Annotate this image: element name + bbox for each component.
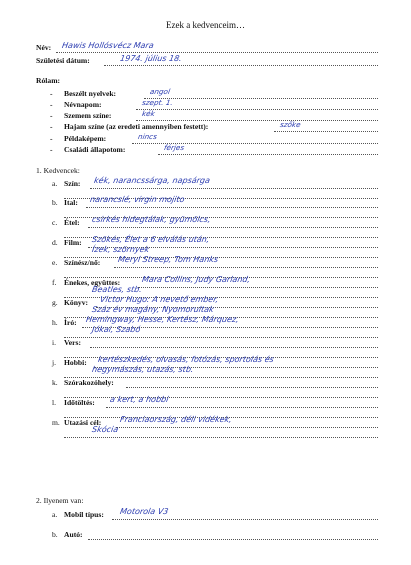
kedvenc-line [86,206,378,208]
rolam-bullet: - [50,89,53,98]
kedvenc-label: Író: [64,318,77,327]
kedvenc-line [106,406,378,408]
kedvenc-line [114,266,378,268]
kedvenc-letter: h. [52,318,58,327]
kedvenc-line-2 [64,336,378,338]
kedvenc-letter: m. [52,418,60,427]
rolam-label: Példaképem: [64,134,107,143]
kedvenc-letter: j. [52,358,57,367]
rolam-label: Beszélt nyelvek: [64,89,117,98]
kedvenc-label: Énekes, együttes: [64,278,121,287]
name-value: Hawis Hollósvécz Mara [61,41,155,50]
kedvenc-value-2: hegymászás, utazás, stb. [91,365,195,374]
ilyenem-value: Motorola V3 [119,507,170,516]
kedvenc-letter: g. [52,298,58,307]
kedvenc-letter: e. [52,258,58,267]
kedvenc-value: kék, narancssárga, napsárga [93,176,211,185]
kedvenc-value: Hemingway, Hesse, Kertész, Márquez, [85,315,240,324]
kedvenc-value-2: Ízek, szörnyek [91,245,150,254]
kedvenc-label: Utazási cél: [64,418,102,427]
kedvenc-letter: l. [52,398,57,407]
kedvenc-label: Ital: [64,198,78,207]
kedvenc-value-2: Skócia [91,425,120,434]
rolam-line [144,97,378,99]
kedvenc-value-2: Száz év magány, Nyomorultak [91,305,215,314]
kedvenc-line-2 [64,256,378,258]
kedvenc-label: Időtöltés: [64,398,95,407]
kedvenc-label: Könyv: [64,298,89,307]
rolam-bullet: - [50,122,53,131]
ilyenem-line [112,518,378,520]
kedvenc-label: Szórakozóhely: [64,378,114,387]
kedvenc-value: Franciaország, déli vidékek, [119,415,233,424]
kedvenc-line [90,187,378,189]
rolam-label: Családi állapotom: [64,145,126,154]
rolam-value: férjes [163,143,185,152]
kedvenc-value: a kert, a hobbi [109,395,170,404]
ilyenem-heading: 2. Ilyenem van: [36,496,84,505]
rolam-value: nincs [137,132,158,141]
kedvenc-letter: c. [52,218,58,227]
kedvenc-line [116,426,378,428]
rolam-line [136,119,378,121]
birth-value: 1974. július 18. [119,54,183,63]
kedvencek-heading: 1. Kedvencek: [36,166,80,175]
kedvenc-line-2 [64,436,378,438]
birth-line [104,64,378,66]
rolam-label: Hajam színe (az eredeti amennyiben festett): [64,122,209,131]
kedvenc-line [90,346,378,348]
rolam-value: szept. 1. [141,98,174,107]
kedvenc-value: Mara Collins, Judy Garland, [141,275,251,284]
ilyenem-letter: b. [52,530,58,539]
kedvenc-label: Vers: [64,338,82,347]
name-label: Név: [36,43,52,52]
kedvenc-value: narancslé, virgin mojito [89,195,186,204]
birth-label: Születési dátum: [36,56,90,65]
kedvenc-letter: i. [52,338,57,347]
rolam-bullet: - [50,145,53,154]
kedvenc-value: csirkés hidegtálak, gyümölcs, [91,215,212,224]
rolam-line [158,153,378,155]
kedvenc-label: Étel: [64,218,80,227]
kedvenc-value: Victor Hugo: A nevető ember, [99,295,220,304]
rolam-value: szőke [279,120,302,129]
rolam-bullet: - [50,111,53,120]
ilyenem-letter: a. [52,510,58,519]
rolam-heading: Rólam: [36,76,61,85]
kedvenc-label: Film: [64,238,82,247]
kedvenc-letter: d. [52,238,58,247]
ilyenem-label: Mobil típus: [64,510,104,519]
rolam-line [136,108,378,110]
rolam-label: Szemem színe: [64,111,112,120]
kedvenc-line [126,386,378,388]
kedvenc-label: Hobbi: [64,358,87,367]
kedvenc-value: Meryl Streep, Tom Hanks [117,255,219,264]
rolam-label: Névnapom: [64,100,102,109]
kedvenc-label: Szín: [64,179,81,188]
kedvenc-letter: b. [52,198,58,207]
page-title: Ezek a kedvenceim… [166,20,245,30]
rolam-value: angol [149,87,171,96]
kedvenc-line [138,286,378,288]
rolam-value: kék [141,109,156,118]
kedvenc-value: kertészkedés, olvasás, fotózás, sportolás és [97,355,275,364]
kedvenc-value-2: Beatles, stb. [91,285,143,294]
kedvenc-value-2: Jókai, Szabó [91,325,142,334]
name-line [56,51,378,53]
kedvenc-label: Színész/nő: [64,258,101,267]
rolam-line [274,130,378,132]
kedvenc-letter: a. [52,179,58,188]
rolam-bullet: - [50,100,53,109]
ilyenem-label: Autó: [64,530,83,539]
kedvenc-letter: f. [52,278,57,287]
kedvenc-letter: k. [52,378,58,387]
ilyenem-line [88,538,378,540]
kedvenc-line [88,226,378,228]
rolam-bullet: - [50,134,53,143]
kedvenc-value: Szökés, Élet a 6 elválás után, [91,235,211,244]
